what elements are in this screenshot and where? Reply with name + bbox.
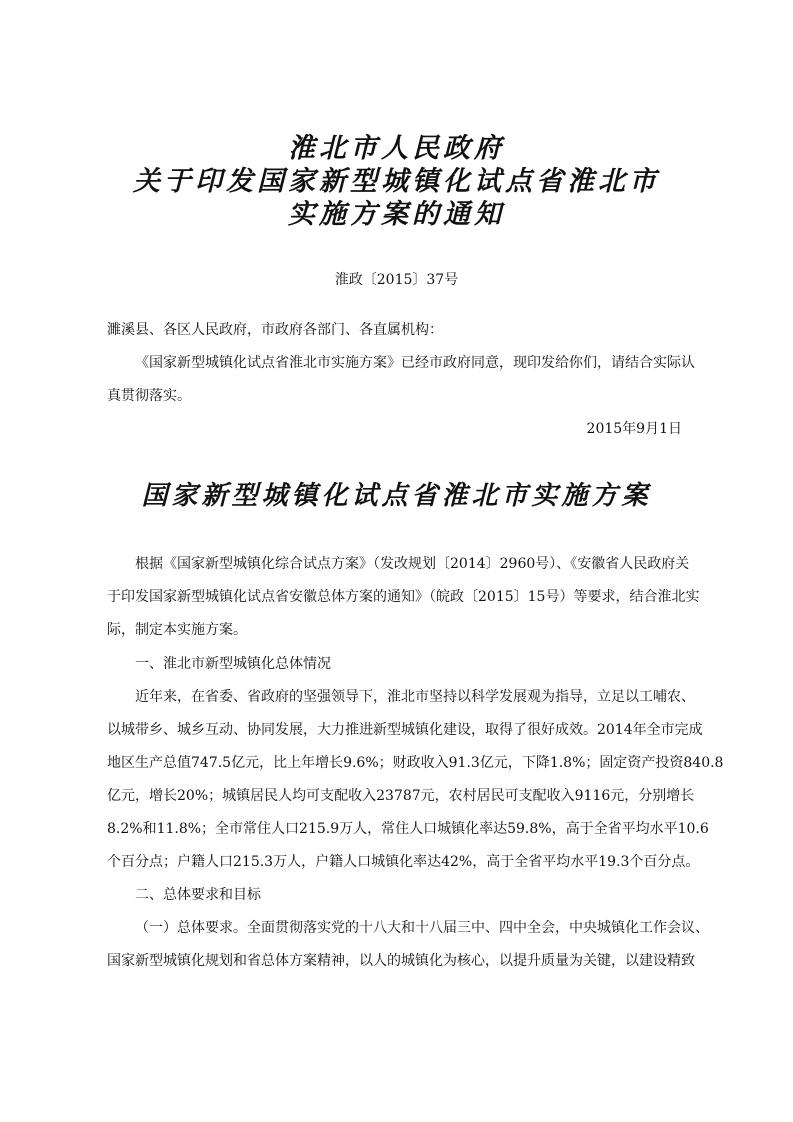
section-1-line-4: 亿元，增长20%；城镇居民人均可支配收入23787元，农村居民可支配收入9116元，分别增长 [107,788,695,804]
section-1-line-1: 近年来，在省委、省政府的坚强领导下，淮北市坚持以科学发展观为指导，立足以工哺农、 [135,689,695,705]
section-1-line-2: 以城带乡、城乡互动、协同发展，大力推进新型城镇化建设，取得了很好成效。2014年全市完成 [107,722,703,738]
section-1-line-6: 个百分点；户籍人口215.3万人，户籍人口城镇化率达42%，高于全省平均水平19.3个百分点。 [107,854,700,870]
notice-body-line-1: 《国家新型城镇化试点省淮北市实施方案》已经市政府同意，现印发给你们，请结合实际认 [135,355,695,371]
intro-line-2: 于印发国家新型城镇化试点省安徽总体方案的通知》（皖政〔2015〕15号）等要求，结合淮北实 [107,589,700,605]
notice-body-line-2: 真贯彻落实。 [107,388,191,404]
notice-title [0,132,793,231]
title-line-1: 淮北市人民政府 [288,133,505,164]
intro-line-1: 根据《国家新型城镇化综合试点方案》（发改规划〔2014〕2960号）、《安徽省人民政府关 [135,556,690,572]
title-line-3: 实施方案的通知 [288,199,505,230]
section-1-line-5: 8.2%和11.8%；全市常住人口215.9万人，常住人口城镇化率达59.8%，高于全省平均水平10.6 [107,821,709,837]
title-line-2: 关于印发国家新型城镇化试点省淮北市 [133,166,660,197]
plan-title: 国家新型城镇化试点省淮北市实施方案 [141,481,652,511]
section-2-line-1: （一）总体要求。全面贯彻落实党的十八大和十八届三中、四中全会，中央城镇化工作会议、 [135,920,709,936]
section-1-heading: 一、淮北市新型城镇化总体情况 [135,656,331,672]
document-number: 淮政〔2015〕37号 [334,272,459,288]
section-2-heading: 二、总体要求和目标 [135,887,261,903]
recipients-line: 濉溪县、各区人民政府，市政府各部门、各直属机构： [107,322,443,338]
section-2-line-2: 国家新型城镇化规划和省总体方案精神，以人的城镇化为核心，以提升质量为关键，以建设精致 [107,953,695,969]
intro-line-3: 际，制定本实施方案。 [107,622,247,638]
section-1-line-3: 地区生产总值747.5亿元，比上年增长9.6%；财政收入91.3亿元，下降1.8%；固定资产投资840.8 [107,755,724,771]
notice-date: 2015年9月1日 [586,421,682,437]
